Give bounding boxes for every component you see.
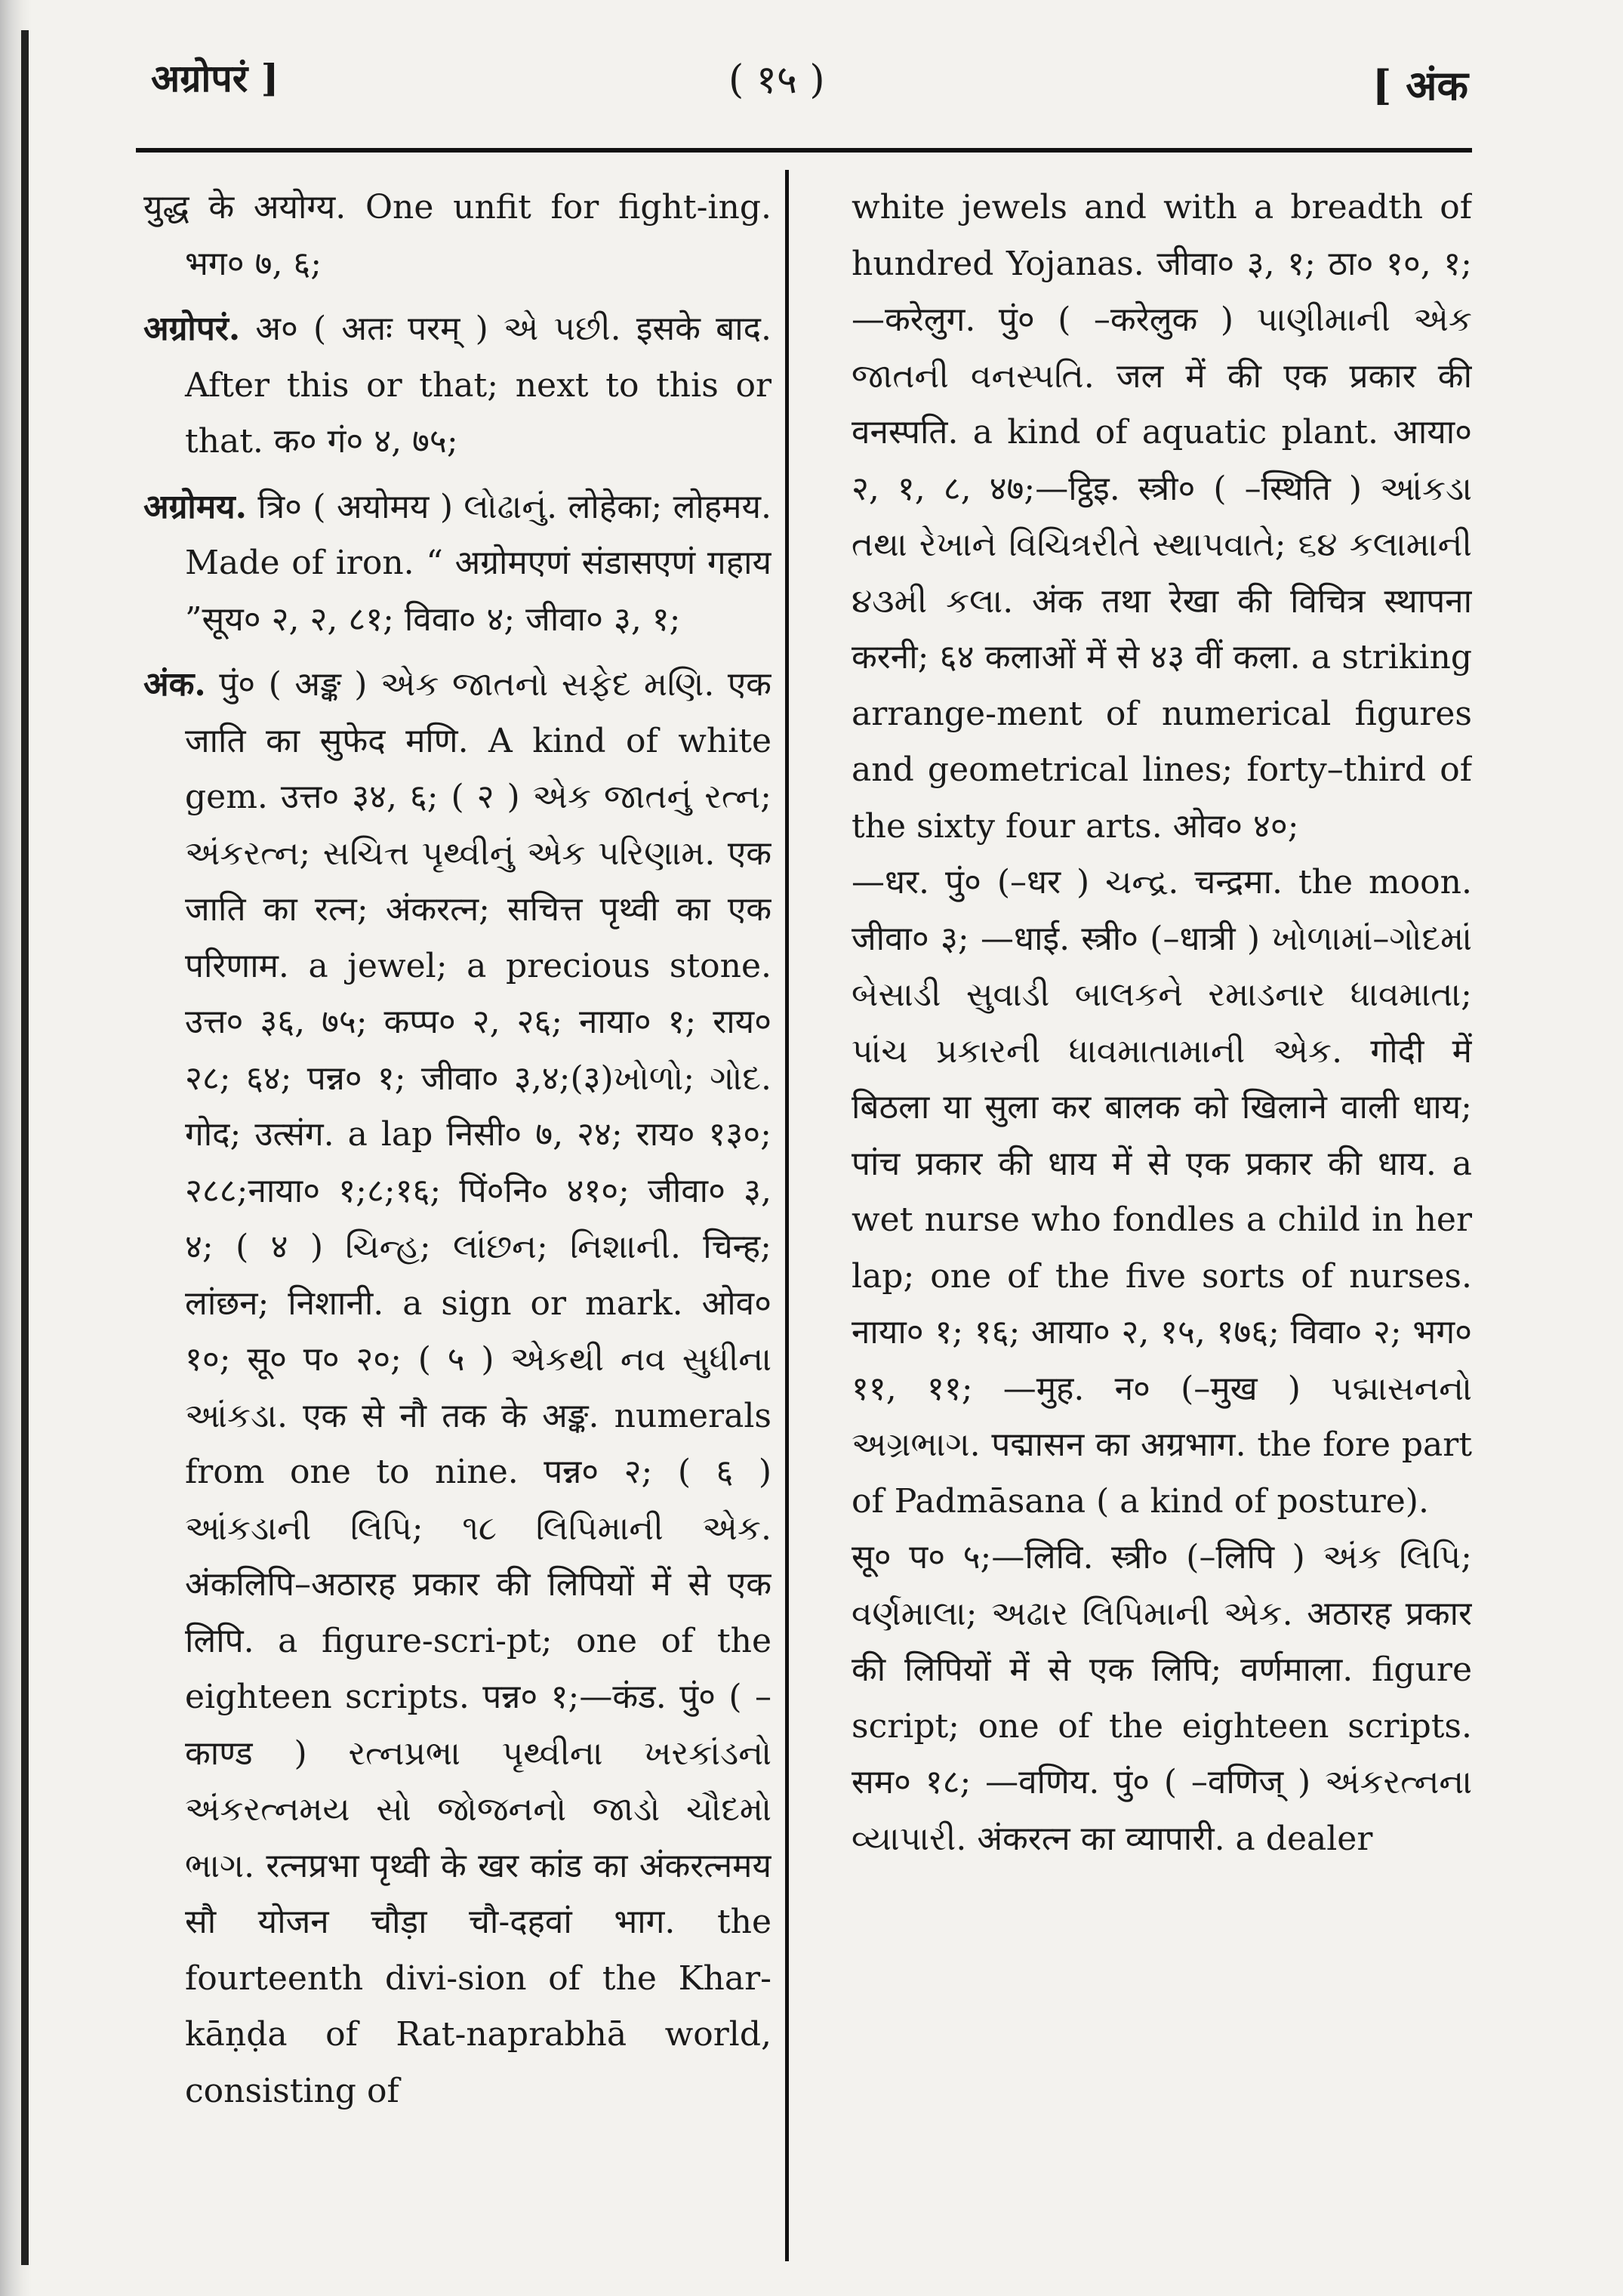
dictionary-entry [143,180,771,292]
entry-text: पुं० ( अङ्क ) એક જાતનો સફેદ મણિ. एक जाति का सुफेद मणि. A kind of white gem. उत्त० ३४, ६; ( २ ) એક જાતનું રત્ન; અંકરત્ન; સચિત્ત પૃથ્વીનું એક પરિણામ. एक जाति का रत्न; अंकरत्न; सचित्त पृथ्वी का एक परिणाम. a jewel; a precious stone. उत्त० ३६, ७५; कप्प० २, २६; नाया० १; राय० २८; ६४; पन्न० १; जीवा० ३,४;(३)ખોળો; ગોદ. गोद; उत्संग. a lap निसी० ७, २४; राय० १३०; २८८;नाया० १;८;१६; पिं०नि० ४१०; जीवा० ३, ४; ( ४ ) ચિન્હ; લાંછન; નિશાની. चिन्ह; लांछन; निशानी. a sign or mark. ओव० १०; सू० प० २०; ( ५ ) એકથી નવ સુધીના આંકડા. एक से नौ तक के अङ्क. numerals from one to nine. पन्न० २; ( ६ ) આંકડાની લિપિ; ૧૮ લિપિમાની એક. अंकलिपि–अठारह प्रकार की लिपियों में से एक लिपि. a figure-scri-pt; one of the eighteen scripts. पन्न० १;—कंड. पुं० ( –काण्ड ) રત્નપ્રભા પૃથ્વીના ખરકાંડનો અંકરત્નમય સો જોજનનો જાડો ચૌદમો ભાગ. रत्नप्रभा पृथ्वी के खर कांड का अंकरत्नमय सौ योजन चौड़ा चौ-दहवां भाग. the fourteenth divi-sion of the Khar-kāṇḍa of Rat-naprabhā world, consisting of [185,665,771,2110]
dictionary-entry [143,479,771,649]
entry-headword: अंक. [143,665,206,704]
header-left-guideword: अग्रोपरं ] [151,56,279,100]
dictionary-entry [143,657,771,2119]
entry-continuation: —धर. पुं० (–धर ) ચન્દ્ર. चन्द्रमा. the moon. जीवा० ३; —धाई. स्त्री० (–धात्री ) ખોળામાં–ગોદમાં બેસાડી સુવાડી બાલકને રમાડનાર ધાવમાતા; પાંચ પ્રકારની ધાવમાતામાની એક. गोदी में बिठला या सुला कर बालक को खिलाने वाली धाय; पांच प्रकार की धाय में से एक प्रकार की धाय. a wet nurse who fondles a child in her lap; one of the five sorts of nurses. नाया० १; १६; आया० २, १५, १७६; विवा० २; भग० ११, ११; —मुह. न० (–मुख ) પદ્માસનનો અગ્રભાગ. पद्मासन का अग्रभाग. the fore part of Padmāsana ( a kind of posture). [852,863,1472,1521]
header-right-guideword: [ अंक [1372,61,1468,109]
binding-line [21,30,29,2265]
dictionary-entry [143,301,771,470]
entry-headword: अग्रोपरं. [143,310,241,348]
entry-text: त्रि० ( अयोमय ) લોઢાનું. लोहेका; लोहमय. Made of iron. “ अग्रोमएणं संडासएणं गहाय ”सूय० २, २, ८१; विवा० ४; जीवा० ३, १; [185,487,771,639]
entry-continuation: white jewels and with a breadth of hundred Yojanas. जीवा० ३, १; ठा० १०, १;—करेलुग. पुं० ( –करेलुक ) પાણીમાની એક જાતની વનસ્પતિ. जल में की एक प्रकार की वनस्पति. a kind of aquatic plant. आया० २, १, ८, ४७;—ट्ठिइ. स्त्री० ( –स्थिति ) આંકડા તથા રેખાને વિચિત્રરીતે સ્થાપવાતે; ૬૪ કલામાની ૪૩મી કલા. अंक तथा रेखा की विचित्र स्थापना करनी; ६४ कलाओं में से ४३ वीं कला. a striking arrange-ment of numerical figures and geometrical lines; forty–third of the sixty four arts. ओव० ४०; [852,188,1472,846]
page-header [0,45,1623,113]
header-rule [136,148,1472,153]
entry-text: अ० ( अतः परम् ) એ પછી. इसके बाद. After this or that; next to this or that. क० गं० ४, ७५; [185,310,771,461]
page-number: ( १५ ) [728,57,825,103]
left-column [143,180,771,2264]
column-divider [785,170,789,2261]
entry-continuation: सू० प० ५;—लिवि. स्त्री० (–लिपि ) અંક લિપિ; વર્ણમાલા; અઢાર લિપિમાની એક. अठारह प्रकार की लिपियों में से एक लिपि; वर्णमाला. figure script; one of the eighteen scripts. सम० १८; —वणिय. पुं० ( –वणिज् ) અંકરત્નના વ્યાપારી. अंकरत्न का व्यापारी. a dealer [852,1538,1472,1858]
right-column [845,180,1472,2264]
entry-headword: अग्रोमय. [143,487,247,526]
entry-text: युद्ध के अयोग्य. One unfit for fight-ing. भग० ७, ६; [143,188,771,283]
